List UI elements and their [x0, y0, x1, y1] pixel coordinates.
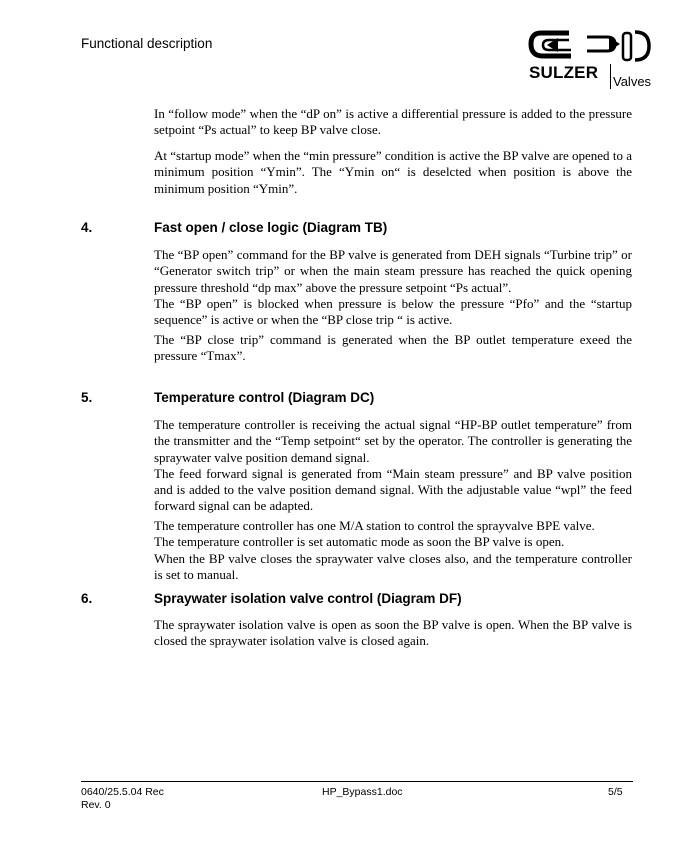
section-title: Fast open / close logic (Diagram TB)	[154, 220, 388, 235]
paragraph-text: The temperature controller has one M/A station to control the sprayvalve BPE valve.	[154, 518, 595, 533]
logo-divider	[610, 64, 611, 89]
paragraph-text: The temperature controller is receiving the actual signal “HP-BP outlet temperature” from the transmitter and the “Temp setpoint“ set by the operator. The controller is generating the spraywater valve position demand signal.	[154, 417, 632, 465]
section-5-body-cont	[154, 518, 632, 583]
footer-revision: Rev. 0	[81, 799, 111, 811]
page-header-title: Functional description	[81, 36, 213, 51]
paragraph-text: When the BP valve closes the spraywater valve closes also, and the temperature controller is set to manual.	[154, 550, 632, 582]
paragraph-text: In “follow mode” when the “dP on” is active a differential pressure is added to the pressure setpoint “Ps actual” to keep BP valve close.	[154, 106, 632, 138]
section-number: 6.	[81, 591, 93, 606]
footer-doc-ref: 0640/25.5.04 Rec	[81, 786, 164, 798]
section-4-body-cont	[154, 332, 632, 365]
footer-divider	[81, 781, 633, 782]
logo-subtitle: Valves	[613, 74, 652, 89]
section-5-body	[154, 417, 632, 515]
section-number: 4.	[81, 220, 93, 235]
section-title: Temperature control (Diagram DC)	[154, 390, 375, 405]
footer-filename: HP_Bypass1.doc	[322, 786, 403, 798]
logo-wordmark: SULZER	[529, 63, 599, 82]
paragraph-text: The temperature controller is set automatic mode as soon the BP valve is open.	[154, 534, 565, 550]
paragraph-text: The “BP close trip” command is generated when the BP outlet temperature exeed the pressure “Tmax”.	[154, 332, 632, 364]
paragraph-text: The “BP open” is blocked when pressure is below the pressure “Pfo” and the “startup sequence” is active or when the “BP close trip “ is active.	[154, 295, 632, 328]
section-6-body	[154, 617, 632, 650]
sulzer-logo	[527, 26, 655, 92]
sulzer-logo-mark	[527, 26, 655, 66]
paragraph-text: The “BP open” command for the BP valve is generated from DEH signals “Turbine trip” or “Generator switch trip” or when the main steam pressure has reached the quick opening pressure threshold “dp max” above the pressure setpoint “Ps actual”.	[154, 247, 632, 295]
section-4-body	[154, 247, 632, 328]
paragraph-text: The spraywater isolation valve is open as soon the BP valve is open. When the BP valve is closed the spraywater isolation valve is closed again.	[154, 617, 632, 649]
section-title: Spraywater isolation valve control (Diagram DF)	[154, 591, 462, 606]
section-number: 5.	[81, 390, 93, 405]
intro-paragraph-2	[154, 148, 632, 197]
footer-page-number: 5/5	[608, 786, 623, 798]
paragraph-text: At “startup mode” when the “min pressure” condition is active the BP valve are opened to a minimum position “Ymin”. The “Ymin on“ is deselcted when position is above the minimum position “Ymin”.	[154, 148, 632, 196]
paragraph-text: The feed forward signal is generated from “Main steam pressure” and BP valve position and is added to the valve position demand signal. With the adjustable value “wpl” the feed forward signal can be adapted.	[154, 465, 632, 514]
intro-paragraph-1	[154, 106, 632, 139]
